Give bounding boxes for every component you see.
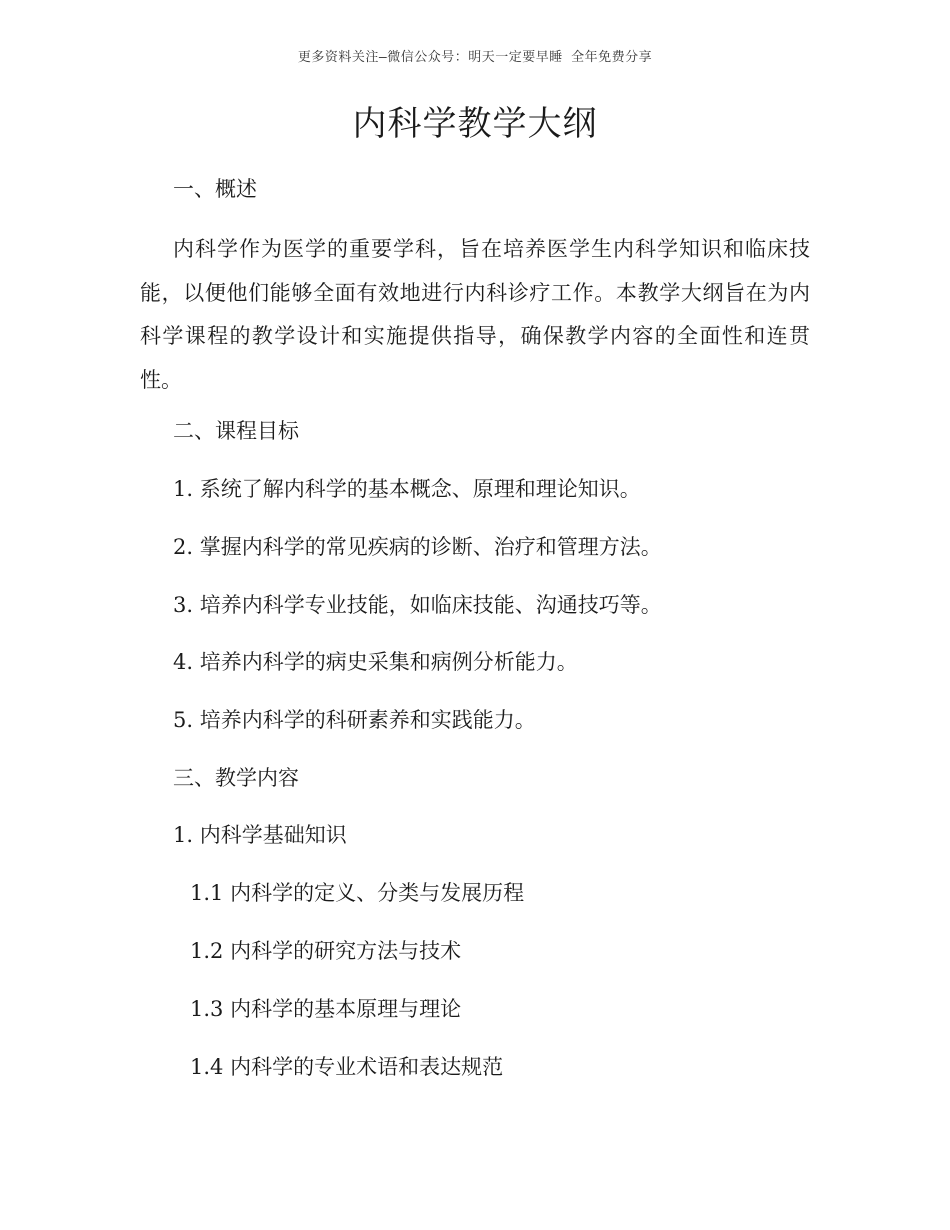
content-subitem: 1.2 内科学的研究方法与技术	[190, 939, 462, 963]
content-subitem: 1.3 内科学的基本原理与理论	[190, 997, 462, 1021]
overview-paragraph: 内科学作为医学的重要学科，旨在培养医学生内科学知识和临床技能，以便他们能够全面有效地进行内科诊疗工作。本教学大纲旨在为内科学课程的教学设计和实施提供指导，确保教学内容的全面性和连贯性。	[140, 237, 810, 392]
objective-item: 2. 掌握内科学的常见疾病的诊断、治疗和管理方法。	[173, 535, 662, 559]
section-heading-objectives: 二、课程目标	[173, 419, 299, 443]
content-item: 1. 内科学基础知识	[173, 823, 347, 847]
objective-item: 3. 培养内科学专业技能，如临床技能、沟通技巧等。	[173, 593, 662, 617]
section-heading-content: 三、教学内容	[173, 766, 299, 790]
objective-item: 4. 培养内科学的病史采集和病例分析能力。	[173, 650, 578, 674]
document-title: 内科学教学大纲	[352, 104, 598, 144]
objective-item: 1. 系统了解内科学的基本概念、原理和理论知识。	[173, 477, 641, 501]
content-subitem: 1.1 内科学的定义、分类与发展历程	[190, 881, 525, 905]
objective-item: 5. 培养内科学的科研素养和实践能力。	[173, 708, 536, 732]
content-subitem: 1.4 内科学的专业术语和表达规范	[190, 1055, 504, 1079]
header-note: 更多资料关注–微信公众号：明天一定要早睡 全年免费分享	[297, 50, 653, 65]
section-heading-overview: 一、概述	[173, 177, 257, 201]
